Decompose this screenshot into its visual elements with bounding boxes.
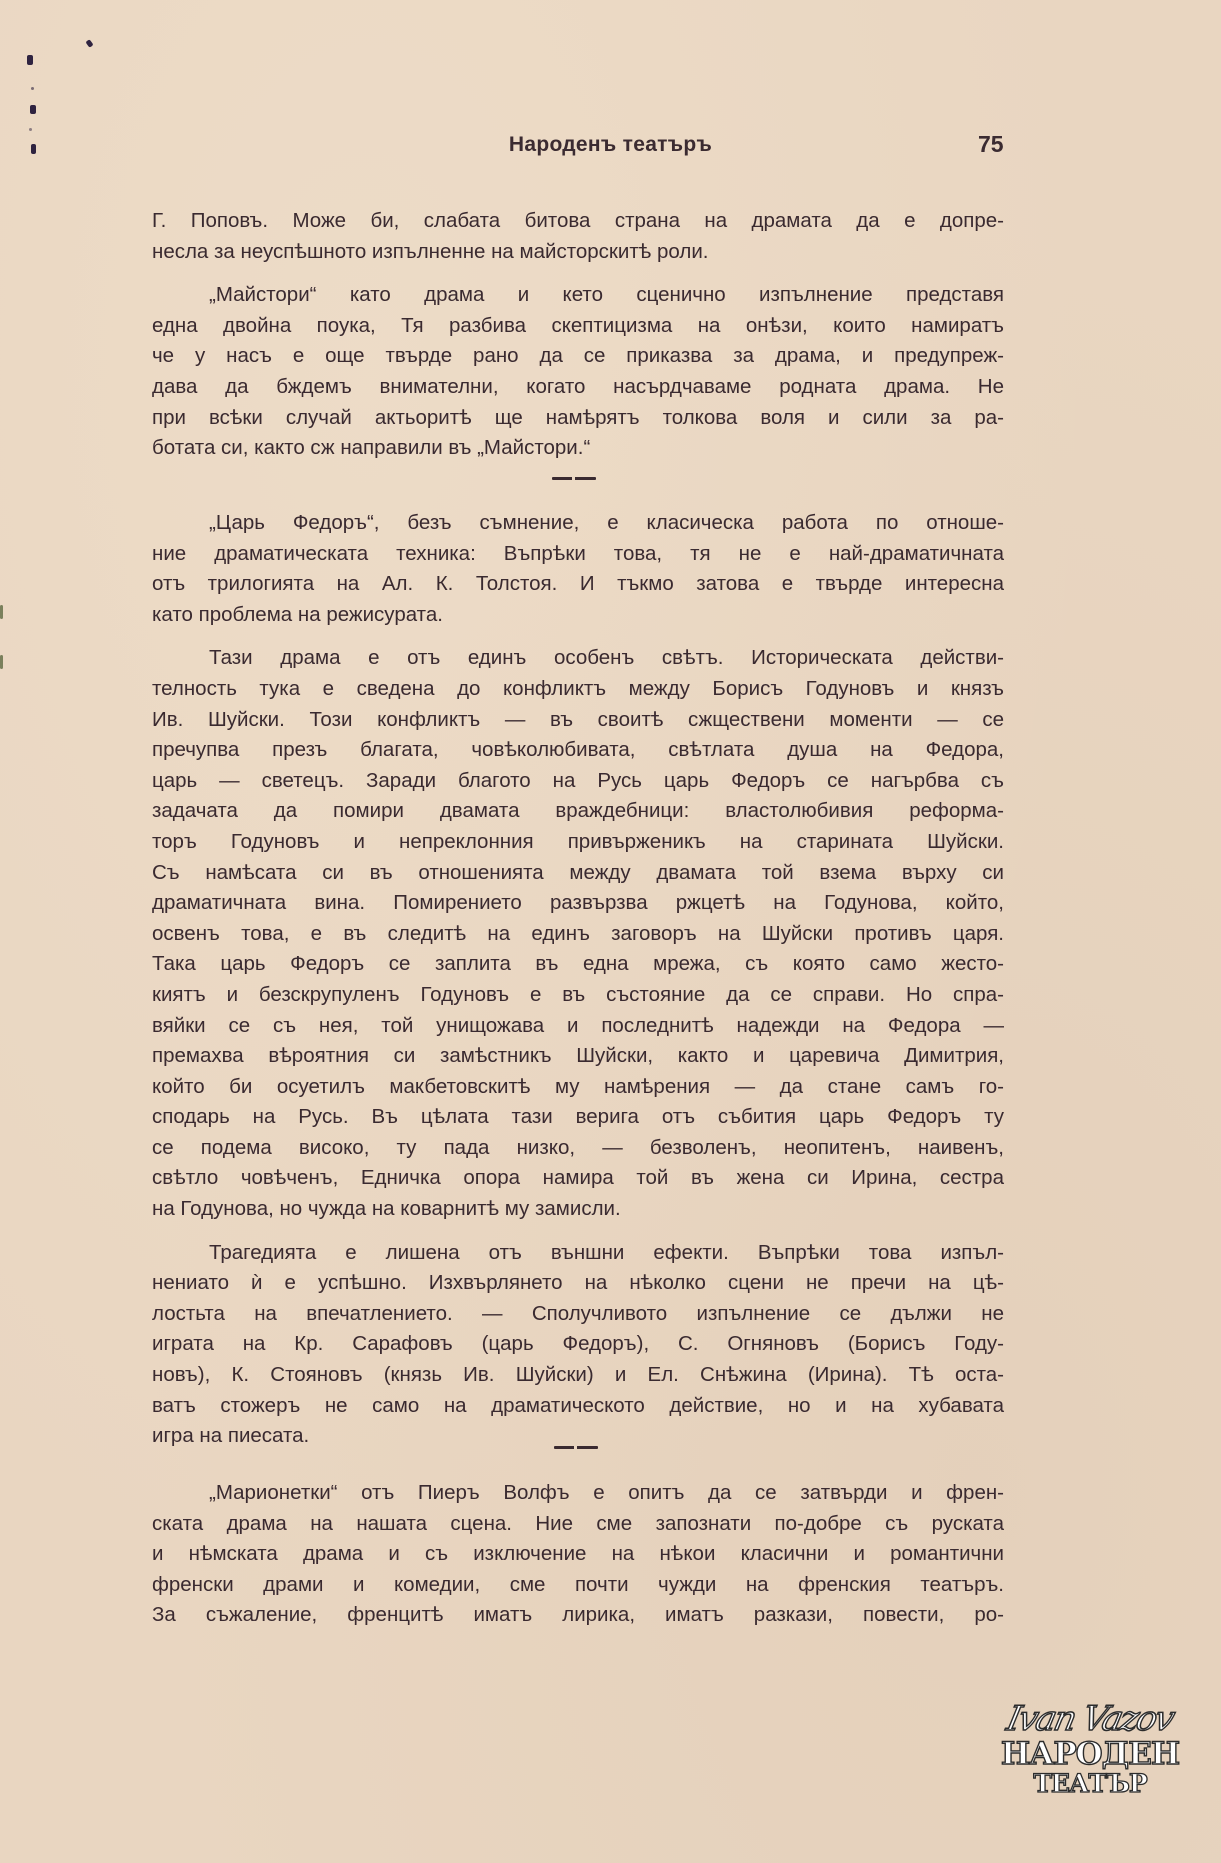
text-line: че у насъ е още твърде рано да се приказва за драма, и предупреж- — [152, 344, 1004, 368]
text-line: Съ намѣсата си въ отношенията между двамата той взема върху си — [152, 860, 1004, 884]
text-line: се подема високо, ту пада низко, — безволенъ, неопитенъ, наивенъ, — [152, 1135, 1004, 1159]
binding-mark — [27, 55, 33, 65]
text-line: царь — светецъ. Заради благото на Русь царь Федоръ се нагърбва съ — [152, 768, 1004, 792]
text-line: при всѣки случай актьоритѣ ще намѣрятъ толкова воля и сили за ра- — [152, 405, 1004, 429]
section-separator — [552, 477, 596, 480]
text-line: Трагедията е лишена отъ външни ефекти. Въпрѣки това изпъл- — [209, 1240, 1004, 1264]
text-line: сподарь на Русь. Въ цѣлата тази верига отъ събития царь Федоръ ту — [152, 1105, 1004, 1129]
text-line: игра на пиесата. — [152, 1424, 310, 1448]
text-line: новъ), К. Стояновъ (князь Ив. Шуйски) и Ел. Снѣжина (Ирина). Тѣ оста- — [152, 1363, 1004, 1387]
text-line: ботата си, както сж направили въ „Майстори.“ — [152, 436, 591, 460]
text-line: френски драми и комедии, сме почти чужди на френския театъръ. — [152, 1572, 1004, 1596]
text-line: лостьта на впечатлението. — Сполучливото изпълнение се дължи не — [152, 1301, 1004, 1325]
text-line: и нѣмската драма и съ изключение на нѣкои класични и романтични — [152, 1542, 1004, 1566]
text-line: ската драма на нашата сцена. Ние сме запознати по-добре съ руската — [152, 1511, 1004, 1535]
text-line: пречупва презъ благата, човѣколюбивата, свѣтлата душа на Федора, — [152, 738, 1004, 762]
text-line: дава да бждемъ внимателни, когато насърдчаваме родната драма. Не — [152, 374, 1004, 398]
logo-line-1: НАРОДЕН — [1000, 1736, 1180, 1772]
paragraph — [152, 206, 1004, 267]
text-line: една двойна поука, Тя разбива скептицизма на онѣзи, които намиратъ — [152, 313, 1004, 337]
section-maistori — [152, 206, 1004, 464]
text-line: „Царь Федоръ“, безъ съмнение, е класическа работа по отноше- — [209, 511, 1004, 534]
text-line: свѣтло човѣченъ, Едничка опора намира той въ жена си Ирина, сестра — [152, 1166, 1004, 1190]
text-line: киятъ и безскрупуленъ Годуновъ е въ състояние да се справи. Но спра- — [152, 982, 1004, 1006]
text-line: несла за неуспѣшното изпълненне на майсторскитѣ роли. — [152, 239, 709, 263]
binding-mark — [30, 105, 36, 114]
text-line: освенъ това, е въ следитѣ на единъ заговоръ на Шуйски противъ царя. — [152, 921, 1004, 945]
section-tsar-fedor — [152, 508, 1004, 1452]
paragraph — [152, 643, 1004, 1224]
text-line: който би осуетилъ макбетовскитѣ му намѣрения — да стане самъ го- — [152, 1074, 1004, 1098]
section-separator — [554, 1446, 598, 1449]
text-line: задачата да помири двамата враждебници: властолюбивия реформа- — [152, 799, 1004, 823]
text-line: Г. Поповъ. Може би, слабата битова страна на драмата да е допре- — [152, 209, 1004, 232]
text-line: торъ Годуновъ и непреклонния привърженикъ на старината Шуйски. — [152, 829, 1004, 853]
binding-mark — [0, 655, 3, 669]
logo-signature: Ivan Vazov — [1003, 1699, 1177, 1739]
text-line: Тази драма е отъ единъ особенъ свѣтъ. Историческата действи- — [209, 646, 1004, 670]
running-title: Народенъ театъръ — [508, 133, 713, 156]
text-line: премахва вѣроятния си замѣстникъ Шуйски, както и царевича Димитрия, — [152, 1044, 1004, 1068]
text-line: „Марионетки“ отъ Пиеръ Волфъ е опитъ да се затвърди и френ- — [209, 1481, 1004, 1504]
paragraph — [152, 508, 1004, 630]
binding-mark — [0, 605, 3, 619]
binding-mark — [85, 39, 93, 48]
paragraph — [152, 1238, 1004, 1452]
paragraph — [152, 280, 1004, 464]
text-line: на Годунова, но чужда на коварнитѣ му замисли. — [152, 1197, 621, 1221]
text-line: ватъ стожеръ не само на драматическото действие, но и на хубавата — [152, 1393, 1004, 1417]
text-line: нениато ѝ е успѣшно. Изхвърлянето на нѣколко сцени не пречи на цѣ- — [152, 1271, 1004, 1295]
text-line: играта на Кр. Сарафовъ (царь Федоръ), С. Огняновъ (Борисъ Году- — [152, 1332, 1004, 1356]
text-line: Ив. Шуйски. Този конфликтъ — въ своитѣ сжществени моменти — се — [152, 707, 1004, 731]
text-line: ние драматическата техника: Въпрѣки това, тя не е най-драматичната — [152, 541, 1004, 565]
text-line: вяйки се съ нея, той унищожава и последнитѣ надежди на Федора — — [152, 1013, 1004, 1037]
text-line: За съжаление, френцитѣ иматъ лирика, иматъ разкази, повести, ро- — [152, 1603, 1004, 1627]
binding-mark — [29, 128, 32, 131]
text-line: драматичната вина. Помирението развързва ржцетѣ на Годунова, който, — [152, 891, 1004, 915]
paragraph — [152, 1478, 1004, 1631]
logo-line-2: ТЕАТЪР — [1033, 1769, 1147, 1798]
text-line: като проблема на режисурата. — [152, 602, 443, 626]
text-line: „Майстори“ като драма и кето сценично изпълнение представя — [209, 283, 1004, 307]
text-line: Така царь Федоръ се заплита въ една мрежа, съ която само жесто- — [152, 952, 1004, 976]
text-line: отъ трилогията на Ал. К. Толстоя. И тъкмо затова е твърде интересна — [152, 572, 1004, 596]
section-marionetki — [152, 1478, 1004, 1631]
text-line: телность тука е сведена до конфликтъ между Борисъ Годуновъ и князъ — [152, 676, 1004, 700]
page-number: 75 — [978, 131, 1004, 157]
binding-mark — [31, 87, 34, 90]
theatre-logo — [1000, 1700, 1180, 1798]
